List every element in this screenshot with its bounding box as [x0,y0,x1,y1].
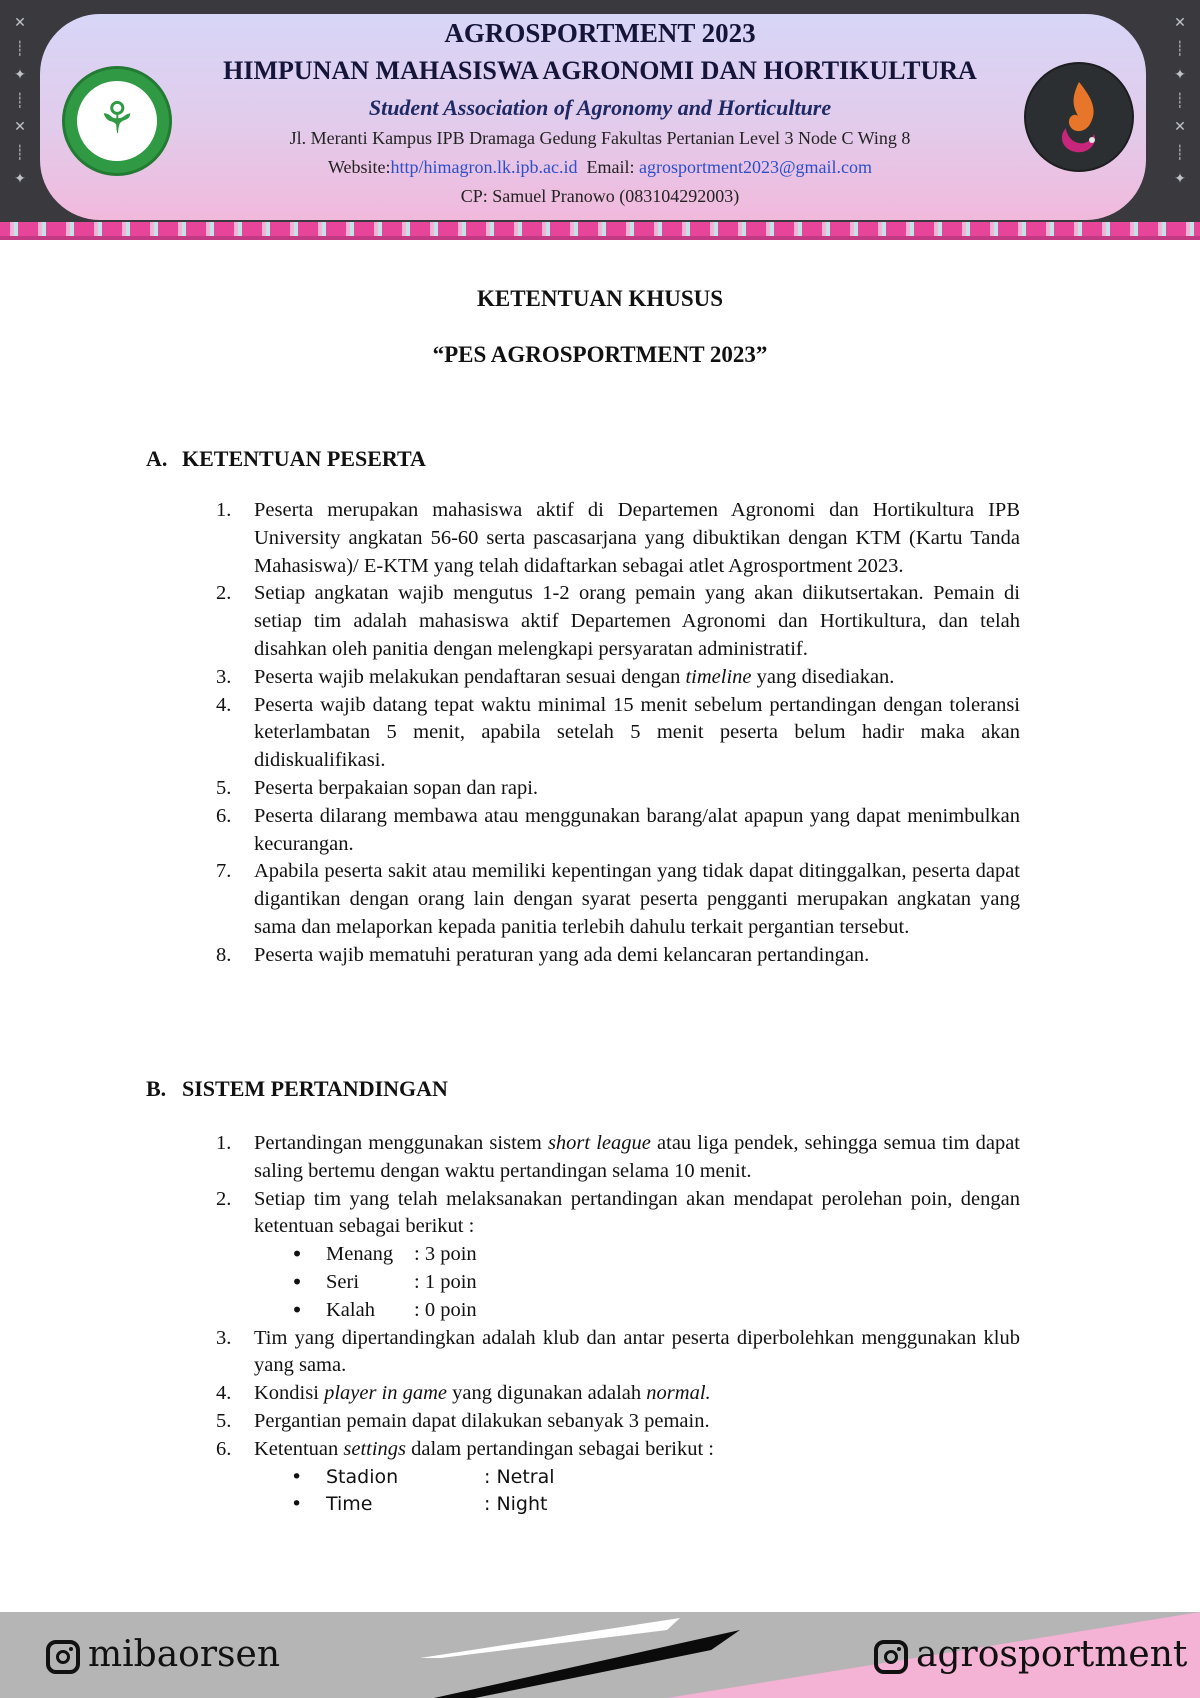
points-list [254,1241,1020,1324]
instagram-icon [874,1640,908,1674]
points-item: • Kalah : 0 poin [254,1297,1020,1325]
address: Jl. Meranti Kampus IPB Dramaga Gedung Fakultas Pertanian Level 3 Node C Wing 8 [289,128,911,148]
contact-person: CP: Samuel Pranowo (083104292003) [460,186,740,206]
list-item: 6. Ketentuan settings dalam pertandingan sebagai berikut : • Stadion : Netral • Time : Night [216,1436,1020,1519]
email-link[interactable]: agrosportment2023@gmail.com [638,157,873,177]
settings-list [254,1464,1020,1520]
settings-item: • Stadion : Netral [254,1464,1020,1492]
section-letter: B. [146,1076,167,1101]
document-subtitle: “PES AGROSPORTMENT 2023” [432,342,768,367]
points-item: • Seri : 1 poin [254,1269,1020,1297]
plant-icon: ⚘ [97,93,137,144]
section-title: SISTEM PERTANDINGAN [182,1076,448,1101]
list-item: 5. Peserta berpakaian sopan dan rapi. [216,776,539,799]
section-a-heading [146,446,426,472]
list-item: 2. Setiap tim yang telah melaksanakan pertandingan akan mendapat perolehan poin, dengan ketentuan sebagai berikut : • Menang : 3 poin • Seri : 1 poin • Kalah : 0 poin [216,1186,1020,1325]
decorative-border-left: ✕ ┊ ✦ ┊ ✕ ┊ ✦ [14,15,26,187]
document-title: KETENTUAN KHUSUS [476,286,724,311]
list-item: 8. Peserta wajib mematuhi peraturan yang ada demi kelancaran pertandingan. [216,943,870,966]
list-item: 1. Pertandingan menggunakan sistem short league atau liga pendek, sehingga semua tim dapat saling bertemu dengan waktu pertandingan selama 10 menit. [216,1132,1020,1182]
section-letter: A. [146,446,168,471]
points-item: • Menang : 3 poin [254,1241,1020,1269]
decorative-border-right: ✕ ┊ ✦ ┊ ✕ ┊ ✦ [1174,15,1186,187]
instagram-handle-right[interactable]: agrosportment [874,1634,1187,1675]
participant-rules-list [216,497,1020,970]
list-item: 7. Apabila peserta sakit atau memiliki kepentingan yang tidak dapat ditinggalkan, peserta dapat digantikan dengan orang lain dengan syarat peserta pengganti merupakan angkatan yang sama dan melaporkan kepada panitia terlebih dahulu terkait pergantian tersebut. [216,860,1020,938]
list-item: 2. Setiap angkatan wajib mengutus 1-2 orang pemain yang akan diikutsertakan. Pemain di setiap tim adalah mahasiswa aktif Departemen Agronomi dan Hortikultura, dan telah disahkan oleh panitia dengan melengkapi persyaratan administratif. [216,582,1020,660]
settings-item: • Time : Night [254,1491,1020,1519]
instagram-icon [46,1640,80,1674]
email-label: Email: [586,157,635,177]
list-item: 4. Peserta wajib datang tepat waktu minimal 15 menit sebelum pertandingan dengan toleransi keterlambatan 5 menit, apabila setelah 5 menit peserta belum hadir maka akan didiskualifikasi. [216,693,1020,772]
organization-name-english: Student Association of Agronomy and Horticulture [368,95,832,120]
letterhead [0,0,1200,240]
list-item: 6. Peserta dilarang membawa atau menggunakan barang/alat apapun yang dapat menimbulkan kecurangan. [216,804,1020,855]
section-b-heading [146,1076,448,1102]
organization-name: HIMPUNAN MAHASISWA AGRONOMI DAN HORTIKULTURA [223,56,977,85]
list-item: 5. Pergantian pemain dapat dilakukan sebanyak 3 pemain. [216,1409,710,1432]
list-item: 3. Peserta wajib melakukan pendaftaran sesuai dengan timeline yang disediakan. [216,665,895,688]
header-trim [0,222,1200,240]
contact-web-email [0,157,1200,178]
match-system-list [216,1130,1020,1519]
website-label: Website: [327,157,391,177]
list-item: 3. Tim yang dipertandingkan adalah klub dan antar peserta diperbolehkan menggunakan klub yang sama. [216,1326,1020,1377]
list-item: 4. Kondisi player in game yang digunakan adalah normal. [216,1382,711,1405]
instagram-handle-left[interactable]: mibaorsen [46,1634,280,1675]
event-title: AGROSPORTMENT 2023 [444,18,756,48]
list-item: 1. Peserta merupakan mahasiswa aktif di Departemen Agronomi dan Hortikultura IPB University angkatan 56-60 serta pascasarjana yang dibuktikan dengan KTM (Kartu Tanda Mahasiswa)/ E-KTM yang telah didaftarkan sebagai atlet Agrosportment 2023. [216,499,1020,577]
website-link[interactable]: http/himagron.lk.ipb.ac.id [390,157,578,177]
section-title: KETENTUAN PESERTA [182,446,426,471]
